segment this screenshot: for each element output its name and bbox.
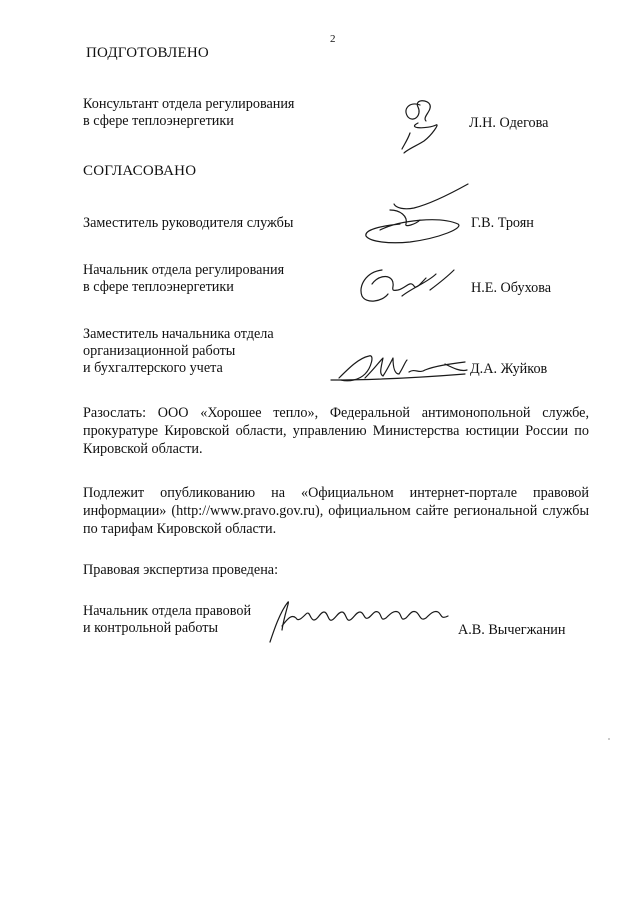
prepared-position-line2: в сфере теплоэнергетики [83, 113, 234, 129]
agreed-heading: СОГЛАСОВАНО [83, 163, 197, 179]
signer-2-position-line1: Начальник отдела регулирования [83, 262, 285, 278]
legal-review-name: А.В. Вычегжанин [458, 622, 566, 638]
legal-review-position-line1: Начальник отдела правовой [83, 603, 252, 619]
prepared-name: Л.Н. Одегова [469, 115, 549, 131]
scan-speck [608, 738, 610, 740]
signature-vychegzhanin [262, 596, 462, 646]
signer-1-position-line1: Заместитель руководителя службы [83, 215, 294, 231]
signer-1-name: Г.В. Троян [471, 215, 534, 231]
signer-2-name: Н.Е. Обухова [471, 280, 552, 296]
legal-review-statement: Правовая экспертиза проведена: [83, 562, 279, 578]
signer-3-position-line1: Заместитель начальника отдела [83, 326, 274, 342]
signature-obukhova [352, 262, 462, 307]
page-number: 2 [330, 33, 336, 45]
signer-3-position-line3: и бухгалтерского учета [83, 360, 223, 376]
prepared-position-line1: Консультант отдела регулирования [83, 96, 295, 112]
signer-3-name: Д.А. Жуйков [470, 361, 548, 377]
signature-troyan [360, 180, 480, 255]
signature-odegova [388, 95, 448, 160]
signer-3-position-line2: организационной работы [83, 343, 236, 359]
publication-paragraph: Подлежит опубликованию на «Официальном интернет-портале правовой информации» (http://www.pravo.gov.ru), официальном сайте региональной службы по тарифам Кировской области. [83, 485, 589, 537]
distribution-paragraph: Разослать: ООО «Хорошее тепло», Федеральной антимонопольной службе, прокуратуре Кировской области, управлению Министерства юстиции России по Кировской области. [83, 405, 589, 457]
signature-zhuikov [325, 348, 475, 388]
prepared-heading: ПОДГОТОВЛЕНО [86, 45, 209, 61]
signer-2-position-line2: в сфере теплоэнергетики [83, 279, 234, 295]
legal-review-position-line2: и контрольной работы [83, 620, 218, 636]
